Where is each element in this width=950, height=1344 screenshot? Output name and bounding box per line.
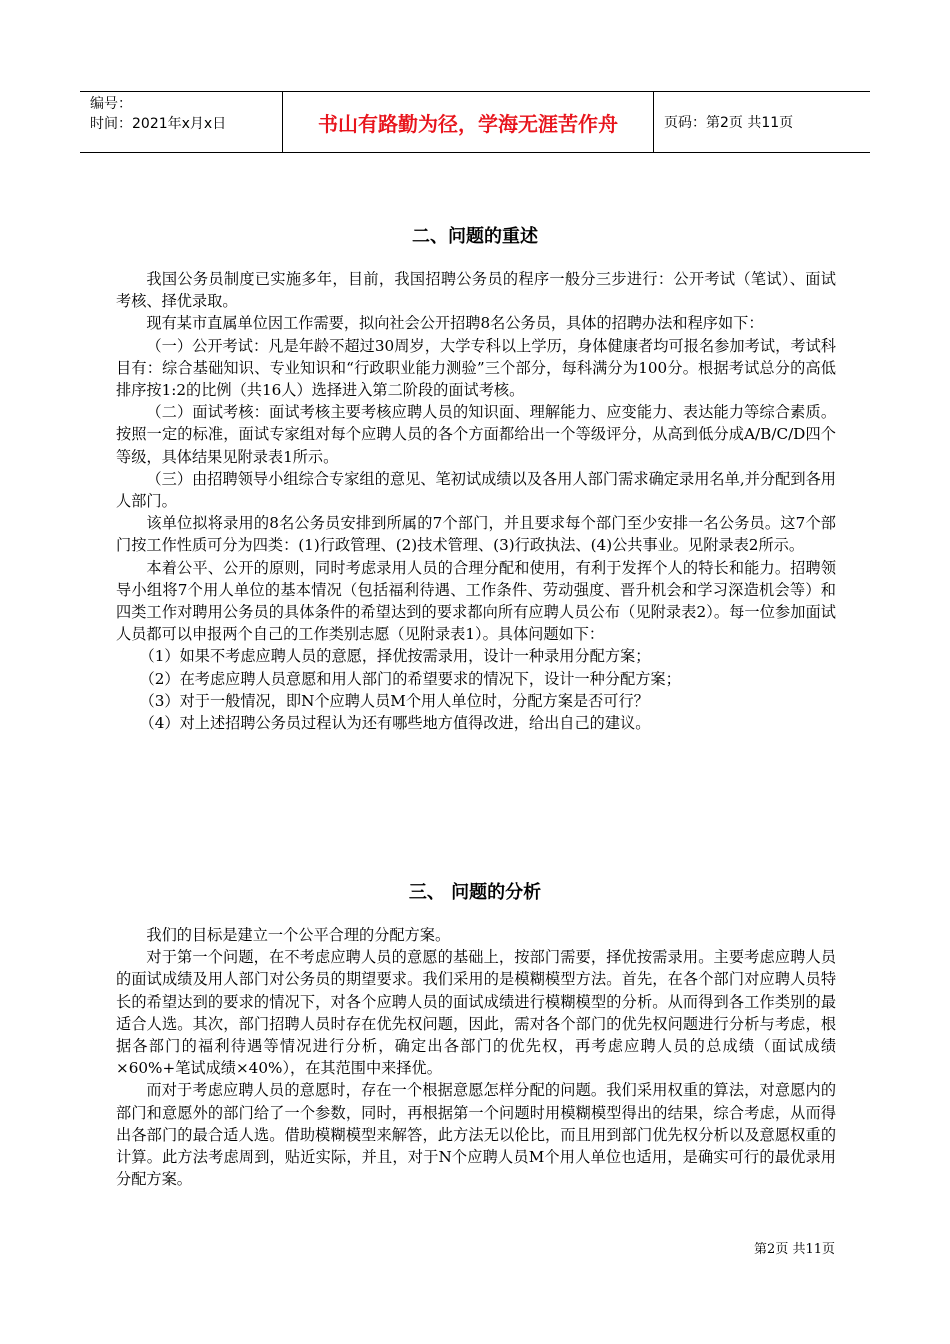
section-body-restatement [116,268,836,734]
paragraph: 我国公务员制度已实施多年，目前，我国招聘公务员的程序一般分三步进行：公开考试（笔试）、面试考核、择优录取。 [116,270,836,311]
page-footer: 第2页 共11页 [754,1242,835,1257]
paragraph: 现有某市直属单位因工作需要，拟向社会公开招聘8名公务员，具体的招聘办法和程序如下： [146,314,764,333]
section-title-analysis: 三、 问题的分析 [408,882,542,903]
paragraph: 本着公平、公开的原则，同时考虑录用人员的合理分配和使用，有利于发挥个人的特长和能力。招聘领导小组将7个用人单位的基本情况（包括福利待遇、工作条件、劳动强度、晋升机会和学习深造机会等）和四类工作对聘用公务员的具体条件的希望达到的要求都向所有应聘人员公布（见附录表2）。每一位参加面试人员都可以申报两个自己的工作类别志愿（见附录表1）。具体问题如下： [116,558,836,644]
page-indicator: 页码：第2页 共11页 [664,115,794,131]
time-label: 时间：2021年x月x日 [90,116,227,132]
question-item: （3）对于一般情况，即N个应聘人员M个用人单位时，分配方案是否可行？ [139,691,649,710]
question-item: （2）在考虑应聘人员意愿和用人部门的希望要求的情况下，设计一种分配方案； [139,669,681,688]
paragraph: （三）由招聘领导小组综合专家组的意见、笔初试成绩以及各用人部门需求确定录用名单,并分配到各用人部门。 [116,469,836,511]
number-label: 编号： [90,96,132,112]
motto: 书山有路勤为径，学海无涯苦作舟 [282,92,654,152]
paragraph: （二）面试考核：面试考核主要考核应聘人员的知识面、理解能力、应变能力、表达能力等综合素质。按照一定的标准，面试专家组对每个应聘人员的各个方面都给出一个等级评分，从高到低分成A/B/C/D四个等级，具体结果见附录表1所示。 [116,403,836,466]
section-body-analysis [116,924,836,1190]
header-info [80,92,282,152]
section-title-restatement: 二、问题的重述 [412,226,538,247]
paragraph: 而对于考虑应聘人员的意愿时，存在一个根据意愿怎样分配的问题。我们采用权重的算法，对意愿内的部门和意愿外的部门给了一个参数，同时，再根据第一个问题时用模糊模型得出的结果，综合考虑，从而得出各部门的最合适人选。借助模糊模型来解答，此方法无以伦比，而且用到部门优先权分析以及意愿权重的计算。此方法考虑周到，贴近实际，并且，对于N个应聘人员M个用人单位也适用，是确实可行的最优录用分配方案。 [116,1081,836,1189]
question-item: （1）如果不考虑应聘人员的意愿，择优按需录用，设计一种录用分配方案； [139,647,651,666]
header-table [80,91,870,153]
paragraph: 该单位拟将录用的8名公务员安排到所属的7个部门，并且要求每个部门至少安排一名公务员。这7个部门按工作性质可分为四类：(1)行政管理、(2)技术管理、(3)行政执法、(4)公共事业。见附录表2所示。 [116,514,836,555]
paragraph: 我们的目标是建立一个公平合理的分配方案。 [146,926,451,944]
paragraph: （一）公开考试：凡是年龄不超过30周岁，大学专科以上学历，身体健康者均可报名参加考试，考试科目有：综合基础知识、专业知识和“行政职业能力测验”三个部分，每科满分为100分。根据考试总分的高低排序按1:2的比例（共16人）选择进入第二阶段的面试考核。 [116,336,836,400]
paragraph: 对于第一个问题，在不考虑应聘人员的意愿的基础上，按部门需要，择优按需录用。主要考虑应聘人员的面试成绩及用人部门对公务员的期望要求。我们采用的是模糊模型方法。首先，在各个部门对应聘人员特长的希望达到的要求的情况下，对各个应聘人员的面试成绩进行模糊模型的分析。从而得到各工作类别的最适合人选。其次，部门招聘人员时存在优先权问题，因此，需对各个部门的优先权问题进行分析与考虑，根据各部门的福利待遇等情况进行分析，确定出各部门的优先权，再考虑应聘人员的总成绩（面试成绩×60%+笔试成绩×40%），在其范围中来择优。 [116,948,836,1078]
question-item: （4）对上述招聘公务员过程认为还有哪些地方值得改进，给出自己的建议。 [139,714,651,733]
